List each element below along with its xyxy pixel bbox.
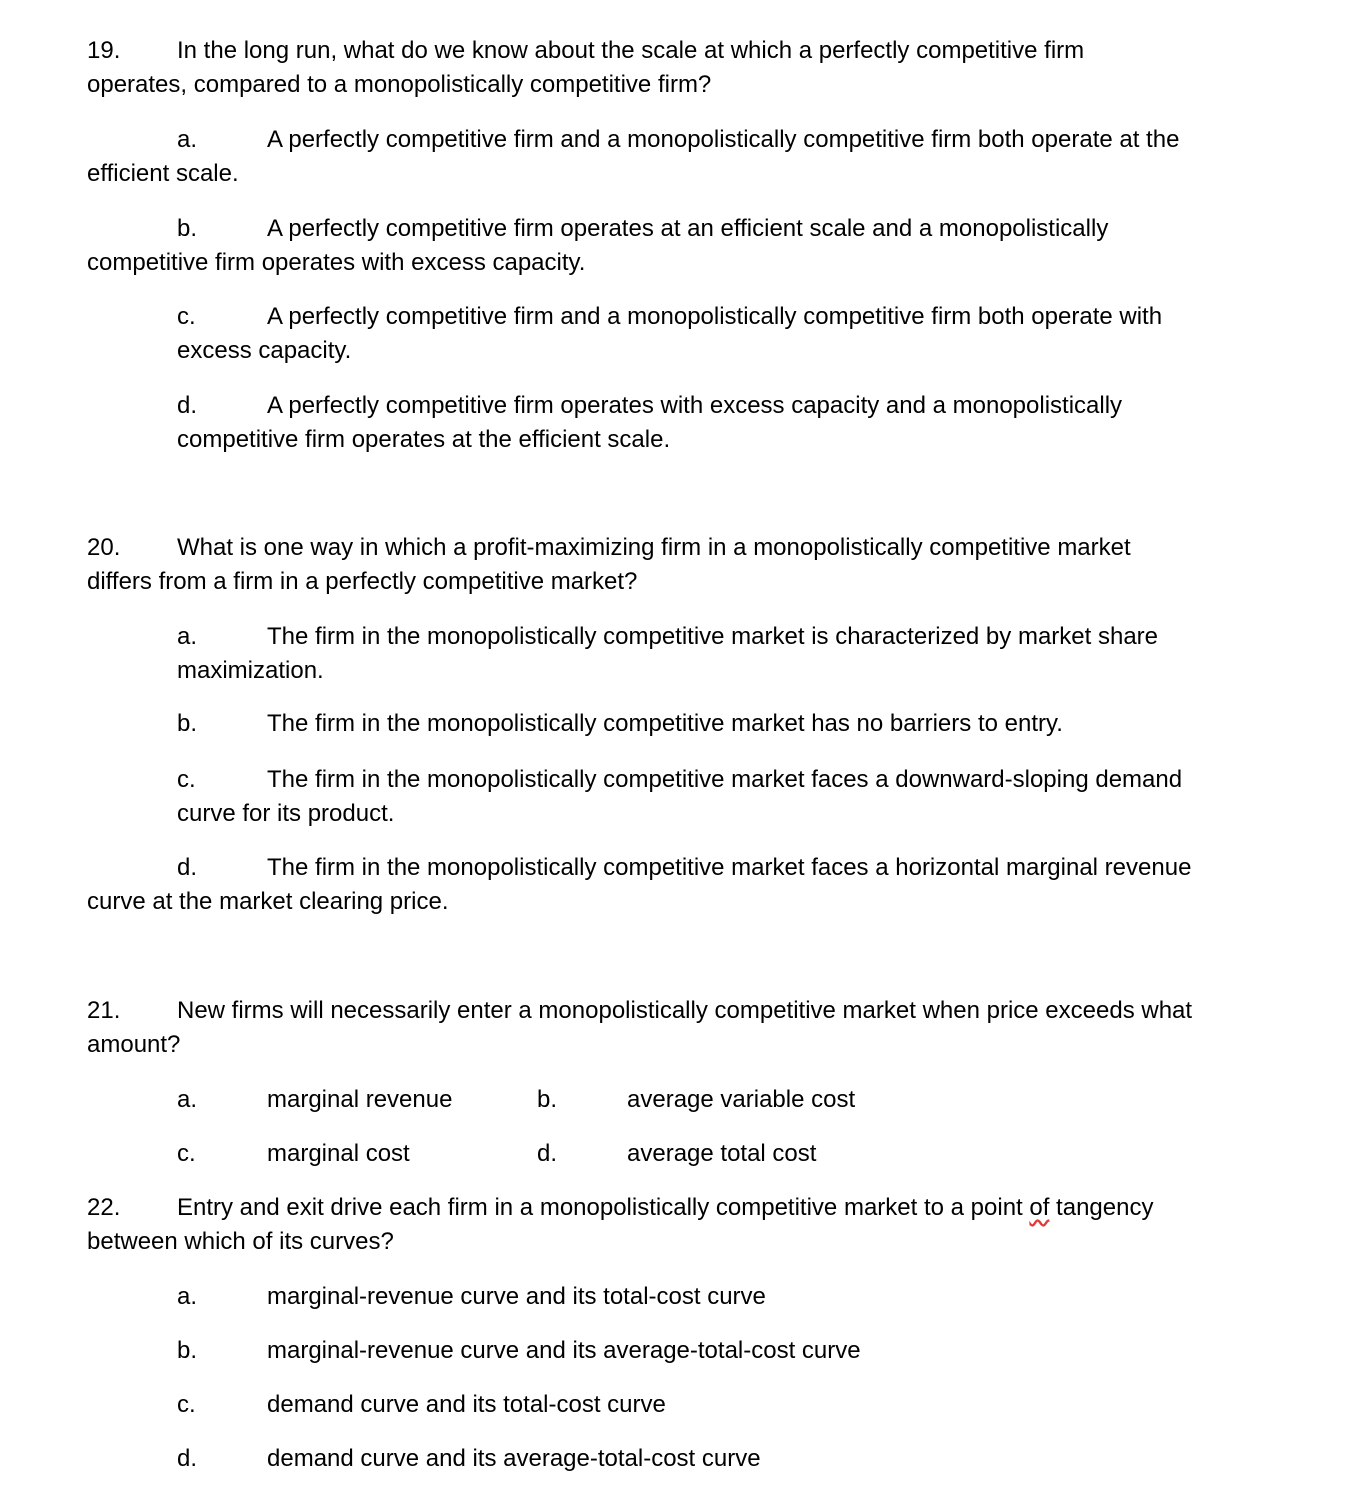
question-number: 22.: [87, 1194, 121, 1221]
option-label: b.: [177, 710, 198, 737]
option-label: c.: [177, 1140, 196, 1167]
option-label: b.: [177, 1337, 198, 1364]
option-text: The firm in the monopolistically competitive market faces a horizontal marginal revenue: [267, 854, 1192, 881]
option-label: d.: [177, 392, 198, 419]
option-text: A perfectly competitive firm and a monopolistically competitive firm both operate with: [267, 303, 1163, 330]
question-text: operates, compared to a monopolistically competitive firm?: [87, 71, 712, 98]
question-text-part: tangency: [1049, 1194, 1154, 1221]
option-text: curve for its product.: [177, 800, 395, 827]
option-text: demand curve and its total-cost curve: [267, 1391, 666, 1418]
question-number: 19.: [87, 37, 121, 64]
option-label: d.: [537, 1140, 558, 1167]
question-number: 21.: [87, 997, 121, 1024]
option-text: marginal revenue: [267, 1086, 453, 1113]
question-text-part: Entry and exit drive each firm in a monopolistically competitive market to a point: [177, 1194, 1030, 1221]
option-text: The firm in the monopolistically competitive market is characterized by market share: [267, 623, 1158, 650]
option-text: marginal-revenue curve and its total-cost curve: [267, 1283, 766, 1310]
option-label: b.: [177, 215, 198, 242]
option-text: marginal-revenue curve and its average-total-cost curve: [267, 1337, 861, 1364]
option-text: average variable cost: [627, 1086, 856, 1113]
option-text: competitive firm operates at the efficient scale.: [177, 426, 671, 453]
option-label: c.: [177, 303, 196, 330]
option-label: a.: [177, 1086, 198, 1113]
option-label: a.: [177, 1283, 198, 1310]
option-text: The firm in the monopolistically competitive market has no barriers to entry.: [267, 710, 1063, 737]
option-text: A perfectly competitive firm operates with excess capacity and a monopolistically: [267, 392, 1123, 419]
option-text: curve at the market clearing price.: [87, 888, 449, 915]
option-text: excess capacity.: [177, 337, 352, 364]
question-text: [177, 1191, 1153, 1225]
option-label: c.: [177, 1391, 196, 1418]
option-text: efficient scale.: [87, 160, 239, 187]
question-text: differs from a firm in a perfectly competitive market?: [87, 568, 638, 595]
question-text: between which of its curves?: [87, 1228, 394, 1255]
option-text: competitive firm operates with excess capacity.: [87, 249, 586, 276]
option-text: average total cost: [627, 1140, 817, 1167]
option-text: demand curve and its average-total-cost curve: [267, 1445, 761, 1472]
option-label: b.: [537, 1086, 558, 1113]
question-text: New firms will necessarily enter a monopolistically competitive market when price exceeds what: [177, 997, 1193, 1024]
option-text: The firm in the monopolistically competitive market faces a downward-sloping demand: [267, 766, 1183, 793]
spellcheck-flagged-word[interactable]: of: [1029, 1194, 1050, 1221]
option-text: maximization.: [177, 657, 324, 684]
question-text: In the long run, what do we know about the scale at which a perfectly competitive firm: [177, 37, 1085, 64]
question-text: What is one way in which a profit-maximizing firm in a monopolistically competitive market: [177, 534, 1131, 561]
option-label: d.: [177, 854, 198, 881]
question-text: amount?: [87, 1031, 181, 1058]
option-label: c.: [177, 766, 196, 793]
option-label: a.: [177, 623, 198, 650]
option-text: A perfectly competitive firm operates at an efficient scale and a monopolistically: [267, 215, 1109, 242]
option-text: marginal cost: [267, 1140, 410, 1167]
option-label: a.: [177, 126, 198, 153]
question-number: 20.: [87, 534, 121, 561]
option-text: A perfectly competitive firm and a monopolistically competitive firm both operate at the: [267, 126, 1180, 153]
option-label: d.: [177, 1445, 198, 1472]
